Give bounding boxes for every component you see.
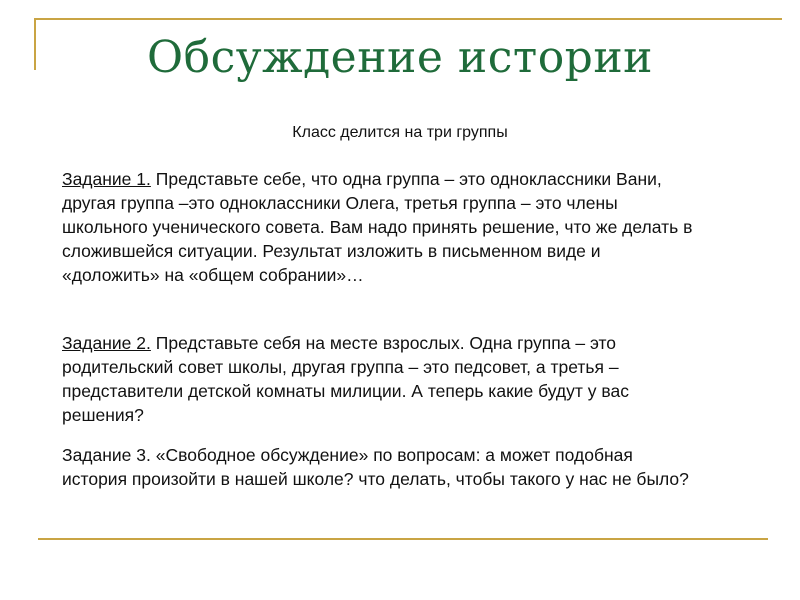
task-1 xyxy=(62,167,702,287)
decorative-rule-top xyxy=(34,18,782,20)
task-2 xyxy=(62,331,702,427)
task-1-label: Задание 1. xyxy=(62,169,151,189)
task-2-text: Представьте себя на месте взрослых. Одна группа – это родительский совет школы, другая группа – это педсовет, а третья –представители детской комнаты милиции. А теперь какие будут у вас решения? xyxy=(62,333,629,425)
slide-title: Обсуждение истории xyxy=(147,32,653,83)
task-3-label: Задание 3. xyxy=(62,445,151,465)
task-3-text: «Свободное обсуждение» по вопросам: а может подобная история произойти в нашей школе? что делать, чтобы такого у нас не было? xyxy=(62,445,689,489)
slide-subtitle: Класс делится на три группы xyxy=(292,124,508,141)
task-3 xyxy=(62,443,702,491)
task-1-text: Представьте себе, что одна группа – это одноклассники Вани, другая группа –это одноклассники Олега, третья группа – это члены школьного ученического совета. Вам надо принять решение, что же делать в сложившейся ситуации. Результат изложить в письменном виде и «доложить» на «общем собрании»… xyxy=(62,169,693,285)
task-2-label: Задание 2. xyxy=(62,333,151,353)
decorative-rule-bottom xyxy=(38,538,768,540)
